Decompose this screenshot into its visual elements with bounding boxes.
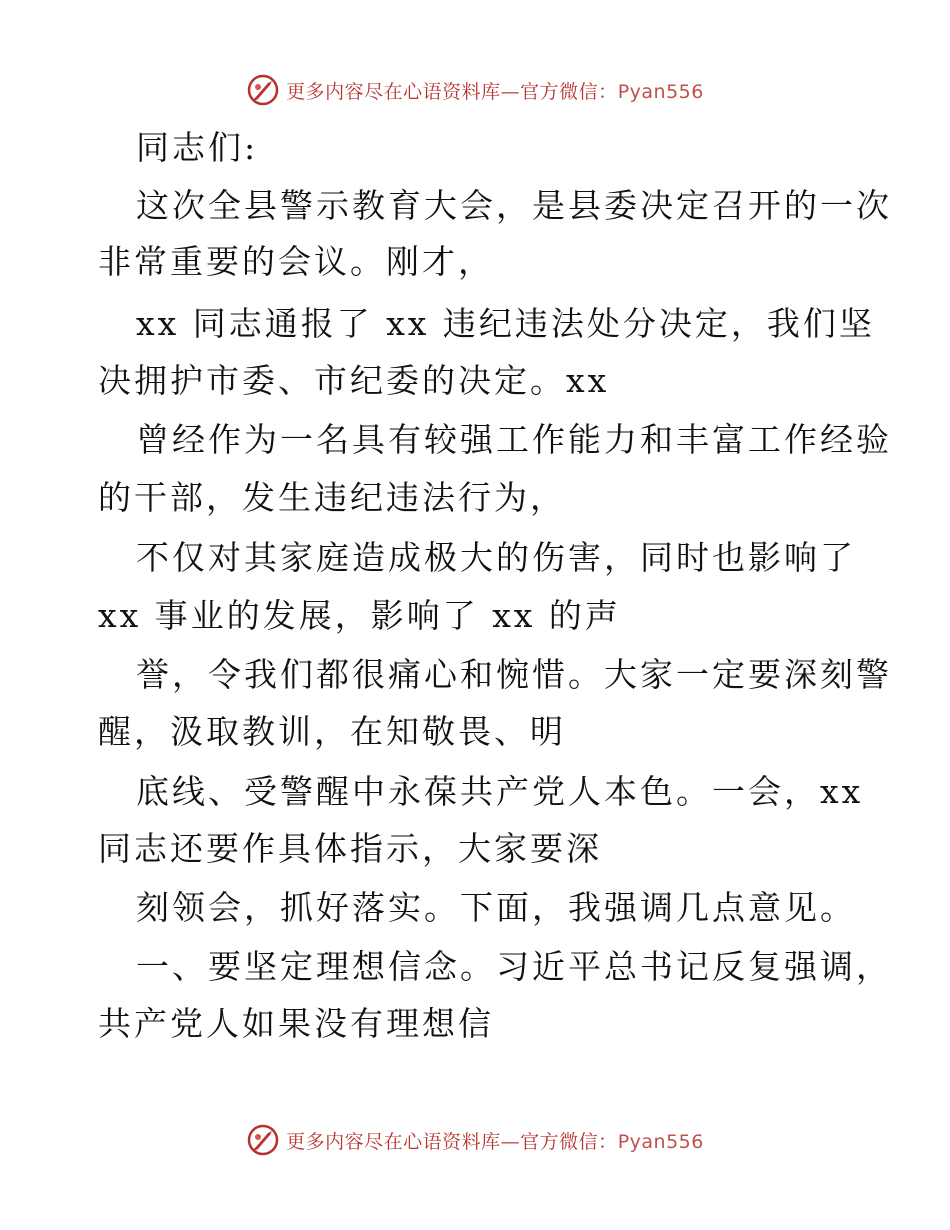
paragraph-line: 醒，汲取教训，在知敬畏、明 xyxy=(98,712,566,751)
paragraph-line: 这次全县警示教育大会，是县委决定召开的一次 xyxy=(136,186,892,225)
paragraph-line: 共产党人如果没有理想信 xyxy=(98,1004,494,1043)
paragraph-line: 誉，令我们都很痛心和惋惜。大家一定要深刻警 xyxy=(136,655,892,694)
paragraph-line: 刻领会，抓好落实。下面，我强调几点意见。 xyxy=(136,888,856,927)
paragraph-line: xx 事业的发展，影响了 xx 的声 xyxy=(98,596,621,635)
paragraph-line: 同志们: xyxy=(136,128,259,167)
paragraph-line: 一、要坚定理想信念。习近平总书记反复强调， xyxy=(136,947,892,986)
paragraph-line: 底线、受警醒中永葆共产党人本色。一会，xx xyxy=(136,772,864,811)
footer-watermark xyxy=(0,1120,950,1160)
paragraph-line: 同志还要作具体指示，大家要深 xyxy=(98,829,602,868)
paragraph-line: xx 同志通报了 xx 违纪违法处分决定，我们坚 xyxy=(136,304,875,343)
paragraph-line: 非常重要的会议。刚才， xyxy=(98,242,494,281)
quill-pen-logo-icon xyxy=(246,1123,280,1157)
paragraph-line: 曾经作为一名具有较强工作能力和丰富工作经验 xyxy=(136,420,892,459)
watermark-text: 更多内容尽在心语资料库—官方微信：Pyan556 xyxy=(286,80,704,103)
paragraph-line: 的干部，发生违纪违法行为， xyxy=(98,478,566,517)
watermark-text: 更多内容尽在心语资料库—官方微信：Pyan556 xyxy=(286,1130,704,1153)
paragraph-line: 不仅对其家庭造成极大的伤害，同时也影响了 xyxy=(136,538,856,577)
paragraph-line: 决拥护市委、市纪委的决定。xx xyxy=(98,361,610,400)
